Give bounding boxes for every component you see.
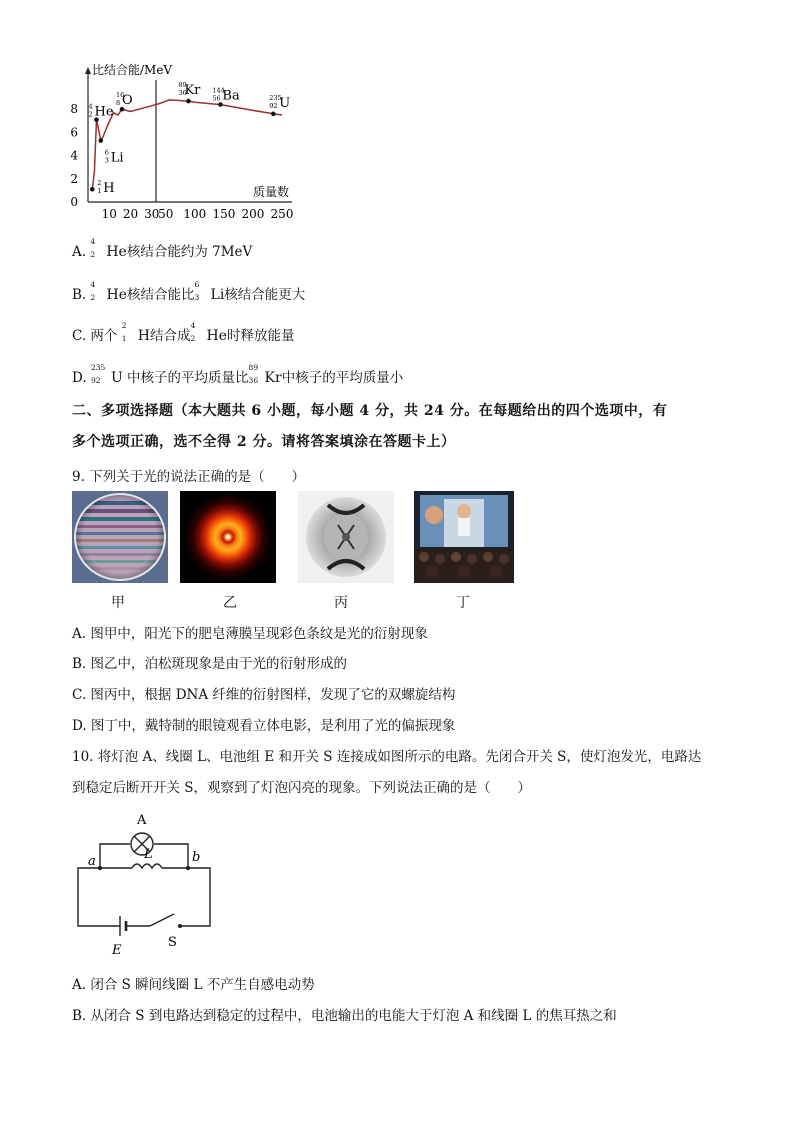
nuclide-mass-number: 2	[97, 179, 102, 188]
q10-option-b: B. 从闭合 S 到电路达到稳定的过程中，电池输出的电能大于灯泡 A 和线圈 L 的焦耳热之和	[72, 1008, 617, 1024]
nuclide-atomic-number: 1	[97, 187, 102, 196]
caption-bing: 丙	[334, 595, 348, 611]
y-tick-label: 6	[70, 125, 78, 140]
caption-ding: 丁	[456, 595, 470, 611]
nuclide-mass-number: 4	[88, 102, 93, 111]
section-2-heading-line-1: 二、多项选择题（本大题共 6 小题，每小题 4 分，共 24 分。在每题给出的四个选项中，有	[72, 403, 668, 419]
nuclide-symbol: H	[103, 181, 115, 197]
q9-option-b: B. 图乙中，泊松斑现象是由于光的衍射形成的	[72, 656, 348, 672]
q10-stem-line-2: 到稳定后断开开关 S，观察到了灯泡闪亮的现象。下列说法正确的是（ ）	[72, 780, 532, 796]
q9-option-c: C. 图丙中，根据 DNA 纤维的衍射图样，发现了它的双螺旋结构	[72, 687, 456, 703]
nuclide-symbol: U	[279, 95, 291, 111]
q9-option-d: D. 图丁中，戴特制的眼镜观看立体电影，是利用了光的偏振现象	[72, 718, 456, 734]
circuit-diagram	[70, 808, 220, 958]
binding-energy-curve	[92, 100, 282, 189]
q8-option-d: D. 235 92 U 中核子的平均质量比 89 36 Kr中核子的平均质量小	[72, 363, 404, 386]
y-tick-label: 0	[70, 195, 78, 209]
nuclide-symbol: Kr	[184, 83, 201, 99]
nuclide-atomic-number: 2	[88, 110, 93, 119]
nuclide-atomic-number: 3	[104, 156, 109, 165]
y-tick-label: 4	[70, 148, 78, 163]
he-nuclide: 4 2	[90, 237, 96, 259]
caption-yi: 乙	[223, 595, 237, 611]
lamp-label: A	[137, 813, 147, 828]
nuclide-atomic-number: 36	[178, 89, 187, 98]
data-point	[90, 187, 95, 192]
nuclide-symbol: He	[94, 104, 114, 120]
x-axis-label: 质量数	[253, 185, 290, 199]
photo-soap-film	[72, 491, 168, 583]
nuclide-symbol: O	[122, 93, 133, 109]
photo-dna-diffraction	[298, 491, 394, 583]
x-tick-label: 100	[183, 207, 207, 221]
nuclide-mass-number: 16	[116, 91, 125, 100]
nuclide-symbol: Li	[110, 150, 124, 166]
node-a-label: a	[88, 854, 96, 869]
y-axis-arrow	[85, 67, 91, 74]
x-tick-label: 10	[101, 207, 117, 221]
x-tick-label: 20	[122, 207, 139, 221]
data-point	[271, 112, 276, 117]
y-tick-label: 8	[70, 102, 78, 117]
q9-option-a: A. 图甲中，阳光下的肥皂薄膜呈现彩色条纹是光的衍射现象	[72, 626, 428, 642]
data-point	[98, 138, 103, 143]
battery-label: E	[112, 943, 122, 958]
q10-stem-line-1: 10. 将灯泡 A、线圈 L、电池组 E 和开关 S 连接成如图所示的电路。先闭合开关 S，使灯泡发光，电路达	[72, 749, 702, 765]
binding-energy-chart	[60, 62, 310, 222]
q8-option-a: A. 4 2 He核结合能约为 7MeV	[72, 237, 253, 260]
nuclide-atomic-number: 8	[116, 99, 121, 108]
q9-stem: 9. 下列关于光的说法正确的是（ ）	[72, 469, 306, 485]
nuclide-mass-number: 144	[212, 86, 225, 95]
x-tick-label: 150	[212, 207, 236, 221]
x-tick-label: 50	[158, 207, 174, 221]
section-2-heading-line-2: 多个选项正确，选不全得 2 分。请将答案填涂在答题卡上）	[72, 434, 456, 450]
node-b-label: b	[192, 850, 201, 865]
nuclide-symbol: Ba	[222, 88, 240, 104]
q8-option-b: B. 4 2 He核结合能比 6 3 Li核结合能更大	[72, 280, 306, 303]
nuclide-mass-number: 89	[178, 81, 187, 90]
nuclide-atomic-number: 92	[269, 101, 278, 110]
switch-label: S	[168, 935, 177, 950]
q8-option-c: C. 两个 2 1 H结合成 4 2 He时释放能量	[72, 321, 295, 344]
photo-poisson-spot	[180, 491, 276, 583]
coil-label: L	[144, 847, 153, 862]
caption-jia: 甲	[111, 595, 125, 611]
data-point	[186, 99, 191, 104]
x-tick-label: 30	[144, 207, 160, 221]
photo-3d-movie	[414, 491, 514, 583]
nuclide-mass-number: 6	[104, 148, 109, 157]
nuclide-mass-number: 235	[269, 93, 282, 102]
x-tick-label: 250	[270, 207, 294, 221]
y-axis-label: 比结合能/MeV	[92, 63, 173, 77]
y-tick-label: 2	[70, 171, 78, 186]
x-tick-label: 200	[241, 207, 265, 221]
q10-option-a: A. 闭合 S 瞬间线圈 L 不产生自感电动势	[72, 977, 315, 993]
nuclide-atomic-number: 56	[212, 94, 221, 103]
